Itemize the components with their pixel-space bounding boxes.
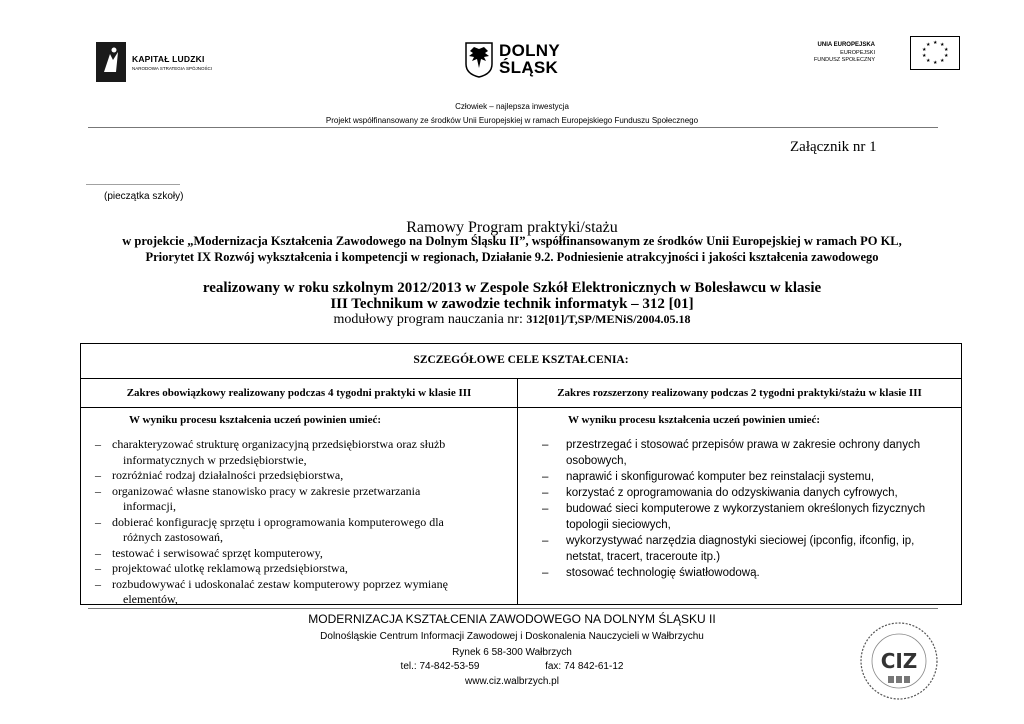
ciz-seal-text: CIZ (880, 649, 918, 673)
dolny-slask-logo (465, 42, 570, 82)
project-line-2: Priorytet IX Rozwój wykształcenia i kompetencji w regionach, Działanie 9.2. Podniesienie atrakcyjności i jakości kształcenia zawodowego (145, 250, 879, 264)
left-column-intro: W wyniku procesu kształcenia uczeń powinien umieć: (129, 414, 381, 426)
right-column-heading: Zakres rozszerzony realizowany podczas 2 tygodni praktyki/stażu w klasie III (557, 387, 922, 399)
kapital-ludzki-logo (96, 38, 226, 90)
ue-logo (800, 36, 949, 72)
list-item: – przestrzegać i stosować przepisów prawa w zakresie ochrony danych osobowych, (542, 439, 921, 467)
table-column-headings (81, 379, 961, 408)
footer-phone: tel.: 74-842-53-59 (400, 661, 480, 672)
svg-text:★: ★ (933, 60, 938, 66)
kapital-ludzki-subtitle: NARODOWA STRATEGIA SPÓJNOŚCI (132, 66, 213, 71)
list-item: – dobierać konfigurację sprzętu i oprogramowania komputerowego dla różnych zastosowań, (95, 514, 444, 544)
realization-line-2: III Technikum w zawodzie technik informatyk – 312 [01] (330, 296, 694, 312)
svg-text:★: ★ (944, 53, 949, 59)
document-title: Ramowy Program praktyki/stażu (406, 219, 618, 236)
svg-text:★: ★ (944, 47, 949, 53)
objectives-table (80, 343, 962, 605)
footer-divider (88, 608, 938, 609)
ue-text (814, 42, 875, 65)
ue-line3: FUNDUSZ SPOŁECZNY (813, 57, 875, 63)
ue-line2: EUROPEJSKI (840, 49, 875, 56)
list-item: – projektować ulotkę reklamową przedsiębiorstwa, (95, 561, 348, 575)
list-item: – naprawić i skonfigurować komputer bez reinstalacji systemu, (542, 471, 875, 483)
eu-flag-icon (910, 36, 960, 70)
footer-fax: fax: 74 842-61-12 (545, 661, 624, 672)
project-line-1: w projekcie „Modernizacja Kształcenia Zawodowego na Dolnym Śląsku II”, współfinansowanym ze środków Unii Europejskiej w ramach PO KL, (122, 234, 902, 248)
svg-text:★: ★ (926, 58, 931, 64)
list-item: – organizować własne stanowisko pracy w zakresie przetwarzania informacji, (95, 483, 421, 513)
realization-line-1: realizowany w roku szkolnym 2012/2013 w Zespole Szkół Elektronicznych w Bolesławcu w klasie (202, 280, 822, 296)
list-item: – charakteryzować strukturę organizacyjną przedsiębiorstwa oraz służb informatycznych w przedsiębiorstwie, (95, 437, 446, 467)
svg-text:★: ★ (940, 58, 945, 64)
svg-text:★: ★ (940, 42, 945, 48)
list-item: – rozbudowywać i udoskonalać zestaw komputerowy poprzez wymianę elementów, (95, 576, 448, 606)
dolny-slask-line2: ŚLĄSK (499, 58, 559, 77)
modular-program-prefix: modułowy program nauczania nr: (333, 312, 523, 327)
ue-title: UNIA EUROPEJSKA (817, 42, 875, 48)
table-header: SZCZEGÓŁOWE CELE KSZTAŁCENIA: (413, 354, 629, 366)
list-item: – korzystać z oprogramowania do odzyskiwania danych cyfrowych, (542, 487, 898, 499)
dolny-slask-line1: DOLNY (499, 41, 560, 60)
stamp-label: (pieczątka szkoły) (104, 191, 184, 202)
list-item: – stosować technologię światłowodową. (542, 567, 760, 579)
footer-address: Rynek 6 58-300 Wałbrzych (452, 647, 572, 658)
left-objectives-list (95, 437, 505, 608)
header-cofinancing-note: Projekt współfinansowany ze środków Unii Europejskiej w ramach Europejskiego Funduszu Społecznego (325, 116, 699, 125)
right-objectives-list (542, 437, 942, 581)
right-column-body (518, 408, 961, 604)
svg-text:★: ★ (922, 53, 927, 59)
ciz-seal-icon (858, 620, 940, 702)
svg-text:★: ★ (926, 42, 931, 48)
footer-project-title: MODERNIZACJA KSZTAŁCENIA ZAWODOWEGO NA DOLNYM ŚLĄSKU II (308, 612, 716, 626)
eagle-crest-icon (465, 42, 493, 78)
svg-text:★: ★ (922, 47, 927, 53)
left-column-body (81, 408, 517, 604)
annex-label: Załącznik nr 1 (790, 139, 877, 155)
stamp-dots: ............................................... (86, 178, 180, 187)
list-item: – rozróżniać rodzaj działalności przedsiębiorstwa, (95, 468, 344, 482)
modular-program-code: 312[01]/T,SP/MENiS/2004.05.18 (526, 312, 691, 326)
header-divider (88, 127, 938, 128)
kapital-ludzki-name: KAPITAŁ LUDZKI (132, 54, 205, 64)
list-item: – testować i serwisować sprzęt komputerowy, (95, 545, 323, 560)
table-header-row (81, 344, 961, 379)
list-item: – wykorzystywać narzędzia diagnostyki sieciowej (ipconfig, ifconfig, ip, netstat, tracert, traceroute itp.) (542, 535, 915, 563)
right-column-intro: W wyniku procesu kształcenia uczeń powinien umieć: (568, 414, 820, 426)
header-tagline: Człowiek – najlepsza inwestycja (455, 102, 569, 111)
footer-institution: Dolnośląskie Centrum Informacji Zawodowej i Doskonalenia Nauczycieli w Wałbrzychu (320, 631, 704, 642)
list-item: – budować sieci komputerowe z wykorzystaniem określonych fizycznych topologii sieciowych, (542, 503, 926, 531)
left-column-heading: Zakres obowiązkowy realizowany podczas 4 tygodni praktyki w klasie III (126, 387, 472, 399)
svg-text:★: ★ (933, 40, 938, 46)
footer-website: www.ciz.walbrzych.pl (465, 676, 559, 687)
kapital-ludzki-emblem-icon (96, 42, 126, 82)
dolny-slask-name (499, 42, 560, 76)
modular-program-line (0, 312, 1024, 328)
